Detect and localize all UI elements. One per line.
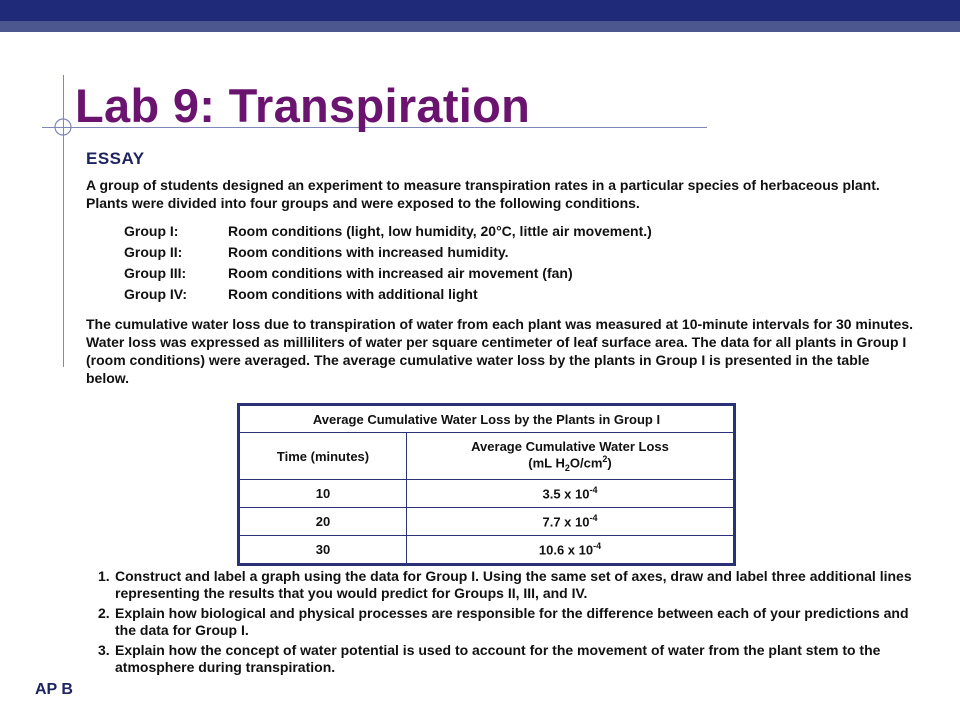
question-item bbox=[98, 568, 913, 602]
table-caption: Average Cumulative Water Loss by the Plants in Group I bbox=[239, 405, 735, 433]
question-number: 2. bbox=[98, 605, 110, 621]
column-header-water-loss-title: Average Cumulative Water Loss bbox=[471, 439, 669, 455]
column-header-water-loss-unit: (mL $H_2O/cm^2$) bbox=[528, 454, 612, 473]
group-row bbox=[124, 242, 652, 263]
column-header-water-loss bbox=[407, 433, 735, 480]
question-text: Explain how the concept of water potential is used to account for the movement of water from the plant stem to the atmosphere during transpiration. bbox=[115, 642, 881, 675]
top-banner-bar bbox=[0, 0, 960, 21]
question-list bbox=[98, 568, 913, 679]
question-text: Explain how biological and physical processes are responsible for the difference between each of your predictions and the data for Group I. bbox=[115, 605, 909, 638]
question-text: Construct and label a graph using the data for Group I. Using the same set of axes, draw and label three additional lines representing the results that you would predict for Groups II, III, and IV. bbox=[115, 568, 912, 601]
intro-paragraph: A group of students designed an experiment to measure transpiration rates in a particular species of herbaceous plant. Plants were divided into four groups and were exposed to the following conditions. bbox=[86, 177, 880, 211]
group-name: Group II: bbox=[124, 244, 183, 260]
group-condition: Room conditions with increased air movement (fan) bbox=[228, 265, 573, 281]
question-item bbox=[98, 605, 913, 639]
group-conditions-list bbox=[124, 221, 652, 305]
essay-heading: ESSAY bbox=[86, 149, 145, 168]
group-condition: Room conditions with increased humidity. bbox=[228, 244, 509, 260]
water-loss-cell: 7.7 x $10^{-4}$ bbox=[407, 508, 735, 536]
water-loss-cell: 10.6 x $10^{-4}$ bbox=[407, 536, 735, 565]
results-paragraph: The cumulative water loss due to transpiration of water from each plant was measured at 10-minute intervals for 30 minutes. Water loss was expressed as milliliters of water per square centimeter of leaf surface area. The data for all plants in Group I (room conditions) were averaged. The average cumulative water loss by the plants in Group I is presented in the table below. bbox=[86, 316, 913, 386]
top-banner-stripe bbox=[0, 21, 960, 32]
group-row bbox=[124, 284, 652, 305]
time-cell: 10 bbox=[239, 480, 407, 508]
time-cell: 20 bbox=[239, 508, 407, 536]
footer-label: AP B bbox=[35, 681, 73, 698]
table-row bbox=[239, 508, 735, 536]
group-name: Group I: bbox=[124, 223, 179, 239]
water-loss-cell: 3.5 x $10^{-4}$ bbox=[407, 480, 735, 508]
column-header-time: Time (minutes) bbox=[239, 433, 407, 480]
question-item bbox=[98, 642, 913, 676]
question-number: 1. bbox=[98, 568, 110, 584]
slide-title: Lab 9: Transpiration bbox=[75, 79, 531, 132]
question-number: 3. bbox=[98, 642, 110, 658]
group-condition: Room conditions (light, low humidity, 20°C, little air movement.) bbox=[228, 223, 652, 239]
crosshair-circle-icon bbox=[52, 116, 74, 138]
group-name: Group III: bbox=[124, 265, 187, 281]
group-condition: Room conditions with additional light bbox=[228, 286, 478, 302]
group-row bbox=[124, 221, 652, 242]
table-row bbox=[239, 480, 735, 508]
water-loss-table bbox=[237, 403, 736, 566]
time-cell: 30 bbox=[239, 536, 407, 565]
group-name: Group IV: bbox=[124, 286, 187, 302]
group-row bbox=[124, 263, 652, 284]
table-row bbox=[239, 536, 735, 565]
